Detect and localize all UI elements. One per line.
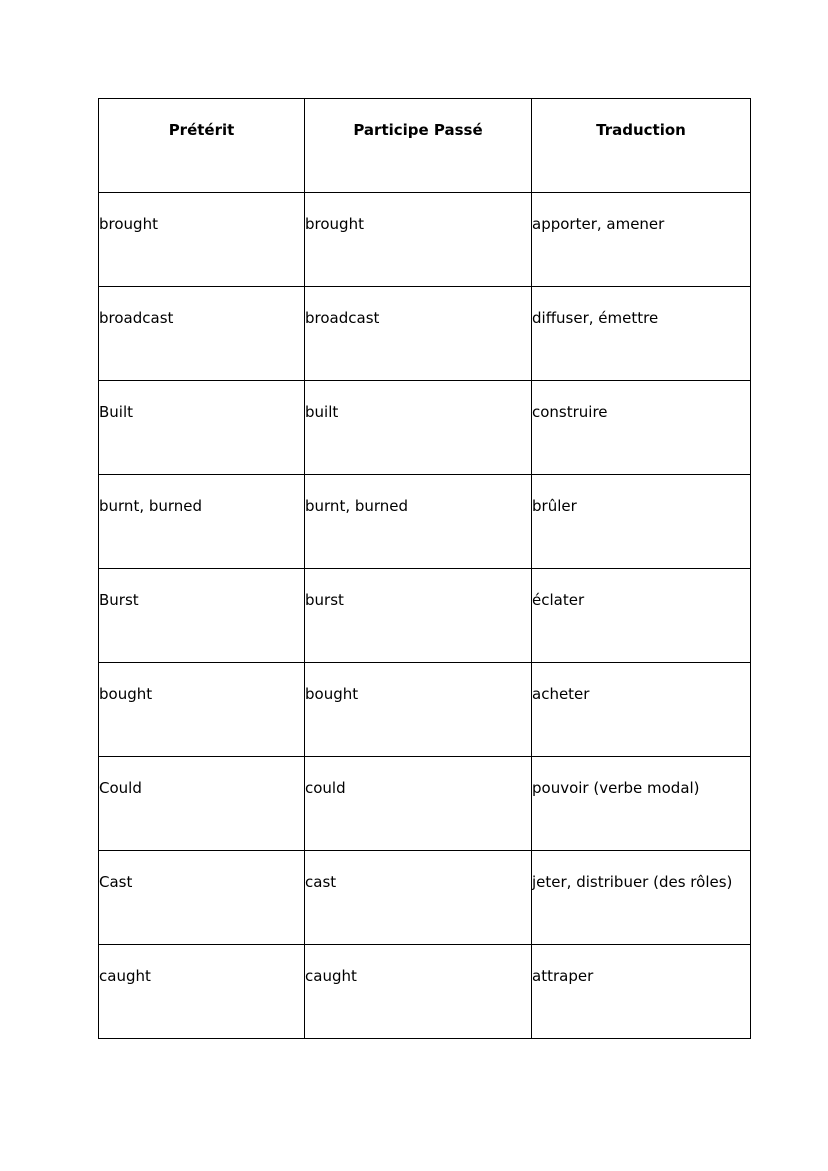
cell-preterit: burnt, burned bbox=[99, 475, 305, 569]
table-row bbox=[99, 287, 751, 381]
cell-traduction: acheter bbox=[532, 663, 751, 757]
cell-preterit: bought bbox=[99, 663, 305, 757]
cell-preterit: Built bbox=[99, 381, 305, 475]
cell-participe-passe: built bbox=[305, 381, 532, 475]
cell-traduction: brûler bbox=[532, 475, 751, 569]
cell-traduction: attraper bbox=[532, 945, 751, 1039]
header-participe-passe: Participe Passé bbox=[305, 99, 532, 193]
table-row bbox=[99, 851, 751, 945]
table-row bbox=[99, 569, 751, 663]
cell-preterit: brought bbox=[99, 193, 305, 287]
cell-preterit: broadcast bbox=[99, 287, 305, 381]
header-traduction: Traduction bbox=[532, 99, 751, 193]
cell-participe-passe: burnt, burned bbox=[305, 475, 532, 569]
cell-traduction: construire bbox=[532, 381, 751, 475]
table-row bbox=[99, 381, 751, 475]
table-row bbox=[99, 475, 751, 569]
cell-traduction: pouvoir (verbe modal) bbox=[532, 757, 751, 851]
cell-traduction: apporter, amener bbox=[532, 193, 751, 287]
cell-traduction: diffuser, émettre bbox=[532, 287, 751, 381]
cell-preterit: Cast bbox=[99, 851, 305, 945]
cell-preterit: Could bbox=[99, 757, 305, 851]
cell-traduction: jeter, distribuer (des rôles) bbox=[532, 851, 751, 945]
table-row bbox=[99, 193, 751, 287]
cell-traduction: éclater bbox=[532, 569, 751, 663]
table-row bbox=[99, 663, 751, 757]
table-header-row bbox=[99, 99, 751, 193]
cell-participe-passe: brought bbox=[305, 193, 532, 287]
irregular-verbs-table bbox=[98, 98, 751, 1039]
cell-participe-passe: broadcast bbox=[305, 287, 532, 381]
cell-preterit: caught bbox=[99, 945, 305, 1039]
cell-participe-passe: cast bbox=[305, 851, 532, 945]
cell-preterit: Burst bbox=[99, 569, 305, 663]
table-row bbox=[99, 945, 751, 1039]
header-preterit: Prétérit bbox=[99, 99, 305, 193]
cell-participe-passe: could bbox=[305, 757, 532, 851]
cell-participe-passe: caught bbox=[305, 945, 532, 1039]
cell-participe-passe: burst bbox=[305, 569, 532, 663]
cell-participe-passe: bought bbox=[305, 663, 532, 757]
table-row bbox=[99, 757, 751, 851]
